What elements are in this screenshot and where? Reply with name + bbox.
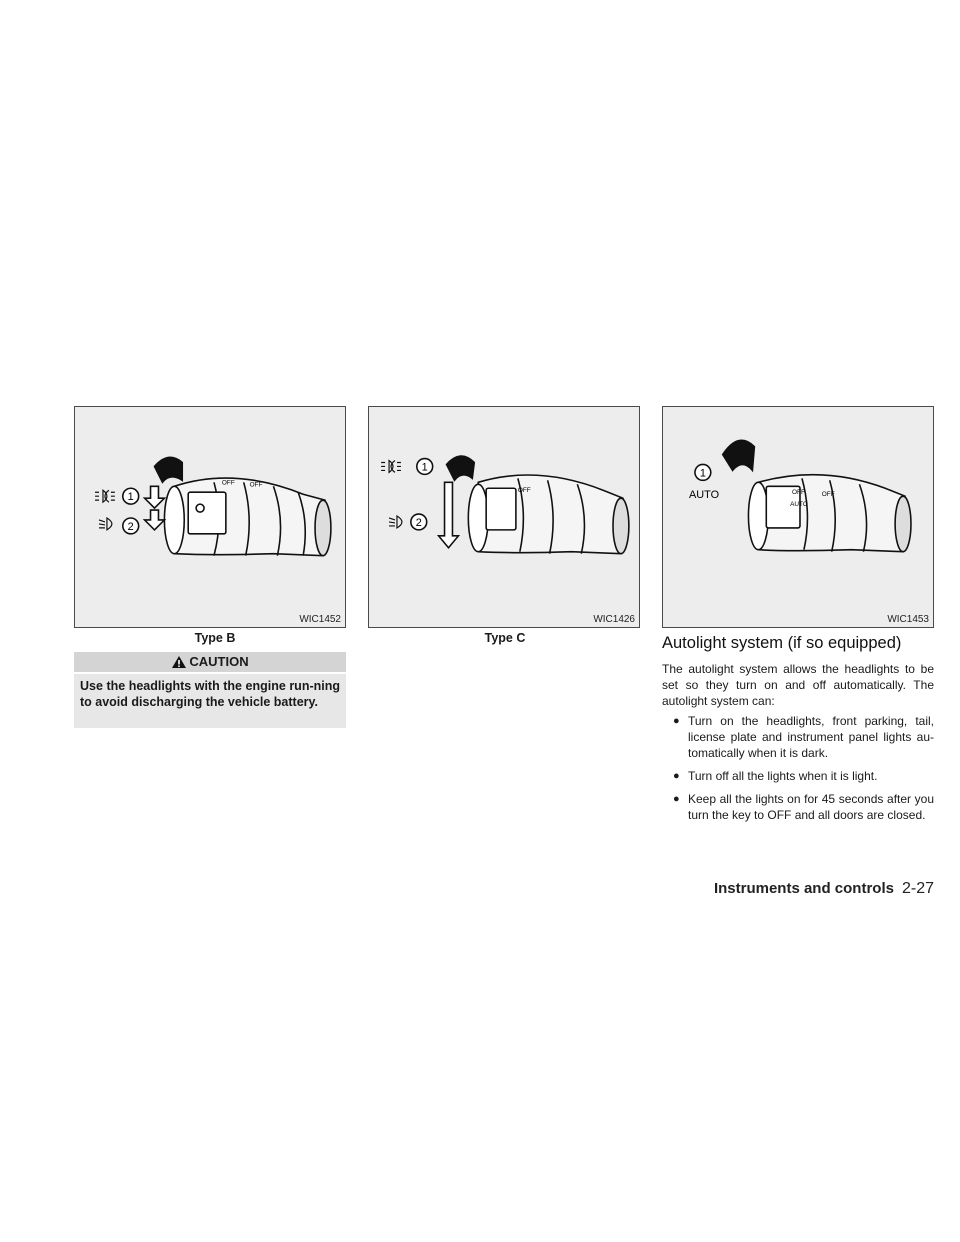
headlight-switch-illustration-c	[369, 407, 639, 627]
callout-1: 1	[699, 467, 706, 480]
autolight-switch-illustration	[663, 407, 933, 627]
headlight-switch-illustration-b	[75, 407, 345, 627]
list-item: ● Keep all the lights on for 45 seconds after you turn the key to OFF and all doors are closed.	[673, 792, 934, 822]
figure-type-c	[368, 406, 640, 628]
switch-off-label: OFF	[792, 489, 805, 497]
headlight-symbol-icon	[95, 490, 115, 502]
switch-auto-label: AUTO	[790, 501, 808, 509]
auto-label: AUTO	[688, 489, 720, 502]
caution-text: Use the headlights with the engine run-ning to avoid discharging the vehicle battery.	[74, 674, 346, 728]
figure-code: WIC1453	[887, 614, 929, 625]
switch-off-label: OFF	[249, 481, 263, 489]
figure-caption-type-b: Type B	[194, 631, 236, 645]
callout-2: 2	[415, 516, 422, 529]
headlight-symbol-icon	[381, 461, 401, 473]
caution-title: CAUTION	[189, 654, 249, 669]
page-number: 2-27	[901, 880, 934, 897]
bullet-icon: ●	[673, 715, 680, 727]
bullet-icon: ●	[673, 793, 680, 805]
switch-off-label: OFF	[821, 491, 835, 499]
figure-code: WIC1452	[299, 614, 341, 625]
warning-triangle-icon	[171, 655, 187, 669]
bullet-icon: ●	[673, 770, 680, 782]
section-title-autolight: Autolight system (if so equipped)	[662, 634, 902, 652]
switch-off-label: OFF	[221, 479, 235, 487]
footer-section: Instruments and controls	[713, 880, 894, 897]
list-item: ● Turn off all the lights when it is light.	[673, 769, 878, 783]
figure-type-b	[74, 406, 346, 628]
autolight-intro: The autolight system allows the headlights to be set so they turn on and off automatically. The autolight system can:	[662, 662, 934, 708]
autolight-bullet-list	[662, 713, 934, 830]
figure-code: WIC1426	[593, 614, 635, 625]
switch-off-label: OFF	[517, 487, 531, 495]
page-footer	[714, 880, 934, 898]
callout-2: 2	[127, 520, 134, 533]
callout-1: 1	[421, 461, 428, 474]
figure-caption-type-c: Type C	[484, 631, 526, 645]
figure-autolight	[662, 406, 934, 628]
high-beam-icon	[99, 518, 112, 530]
caution-header	[74, 652, 346, 672]
callout-1: 1	[127, 491, 134, 504]
high-beam-icon	[389, 516, 402, 528]
list-item: ● Turn on the headlights, front parking, tail, license plate and instrument panel lights au-tomatically when it is dark.	[673, 714, 934, 760]
